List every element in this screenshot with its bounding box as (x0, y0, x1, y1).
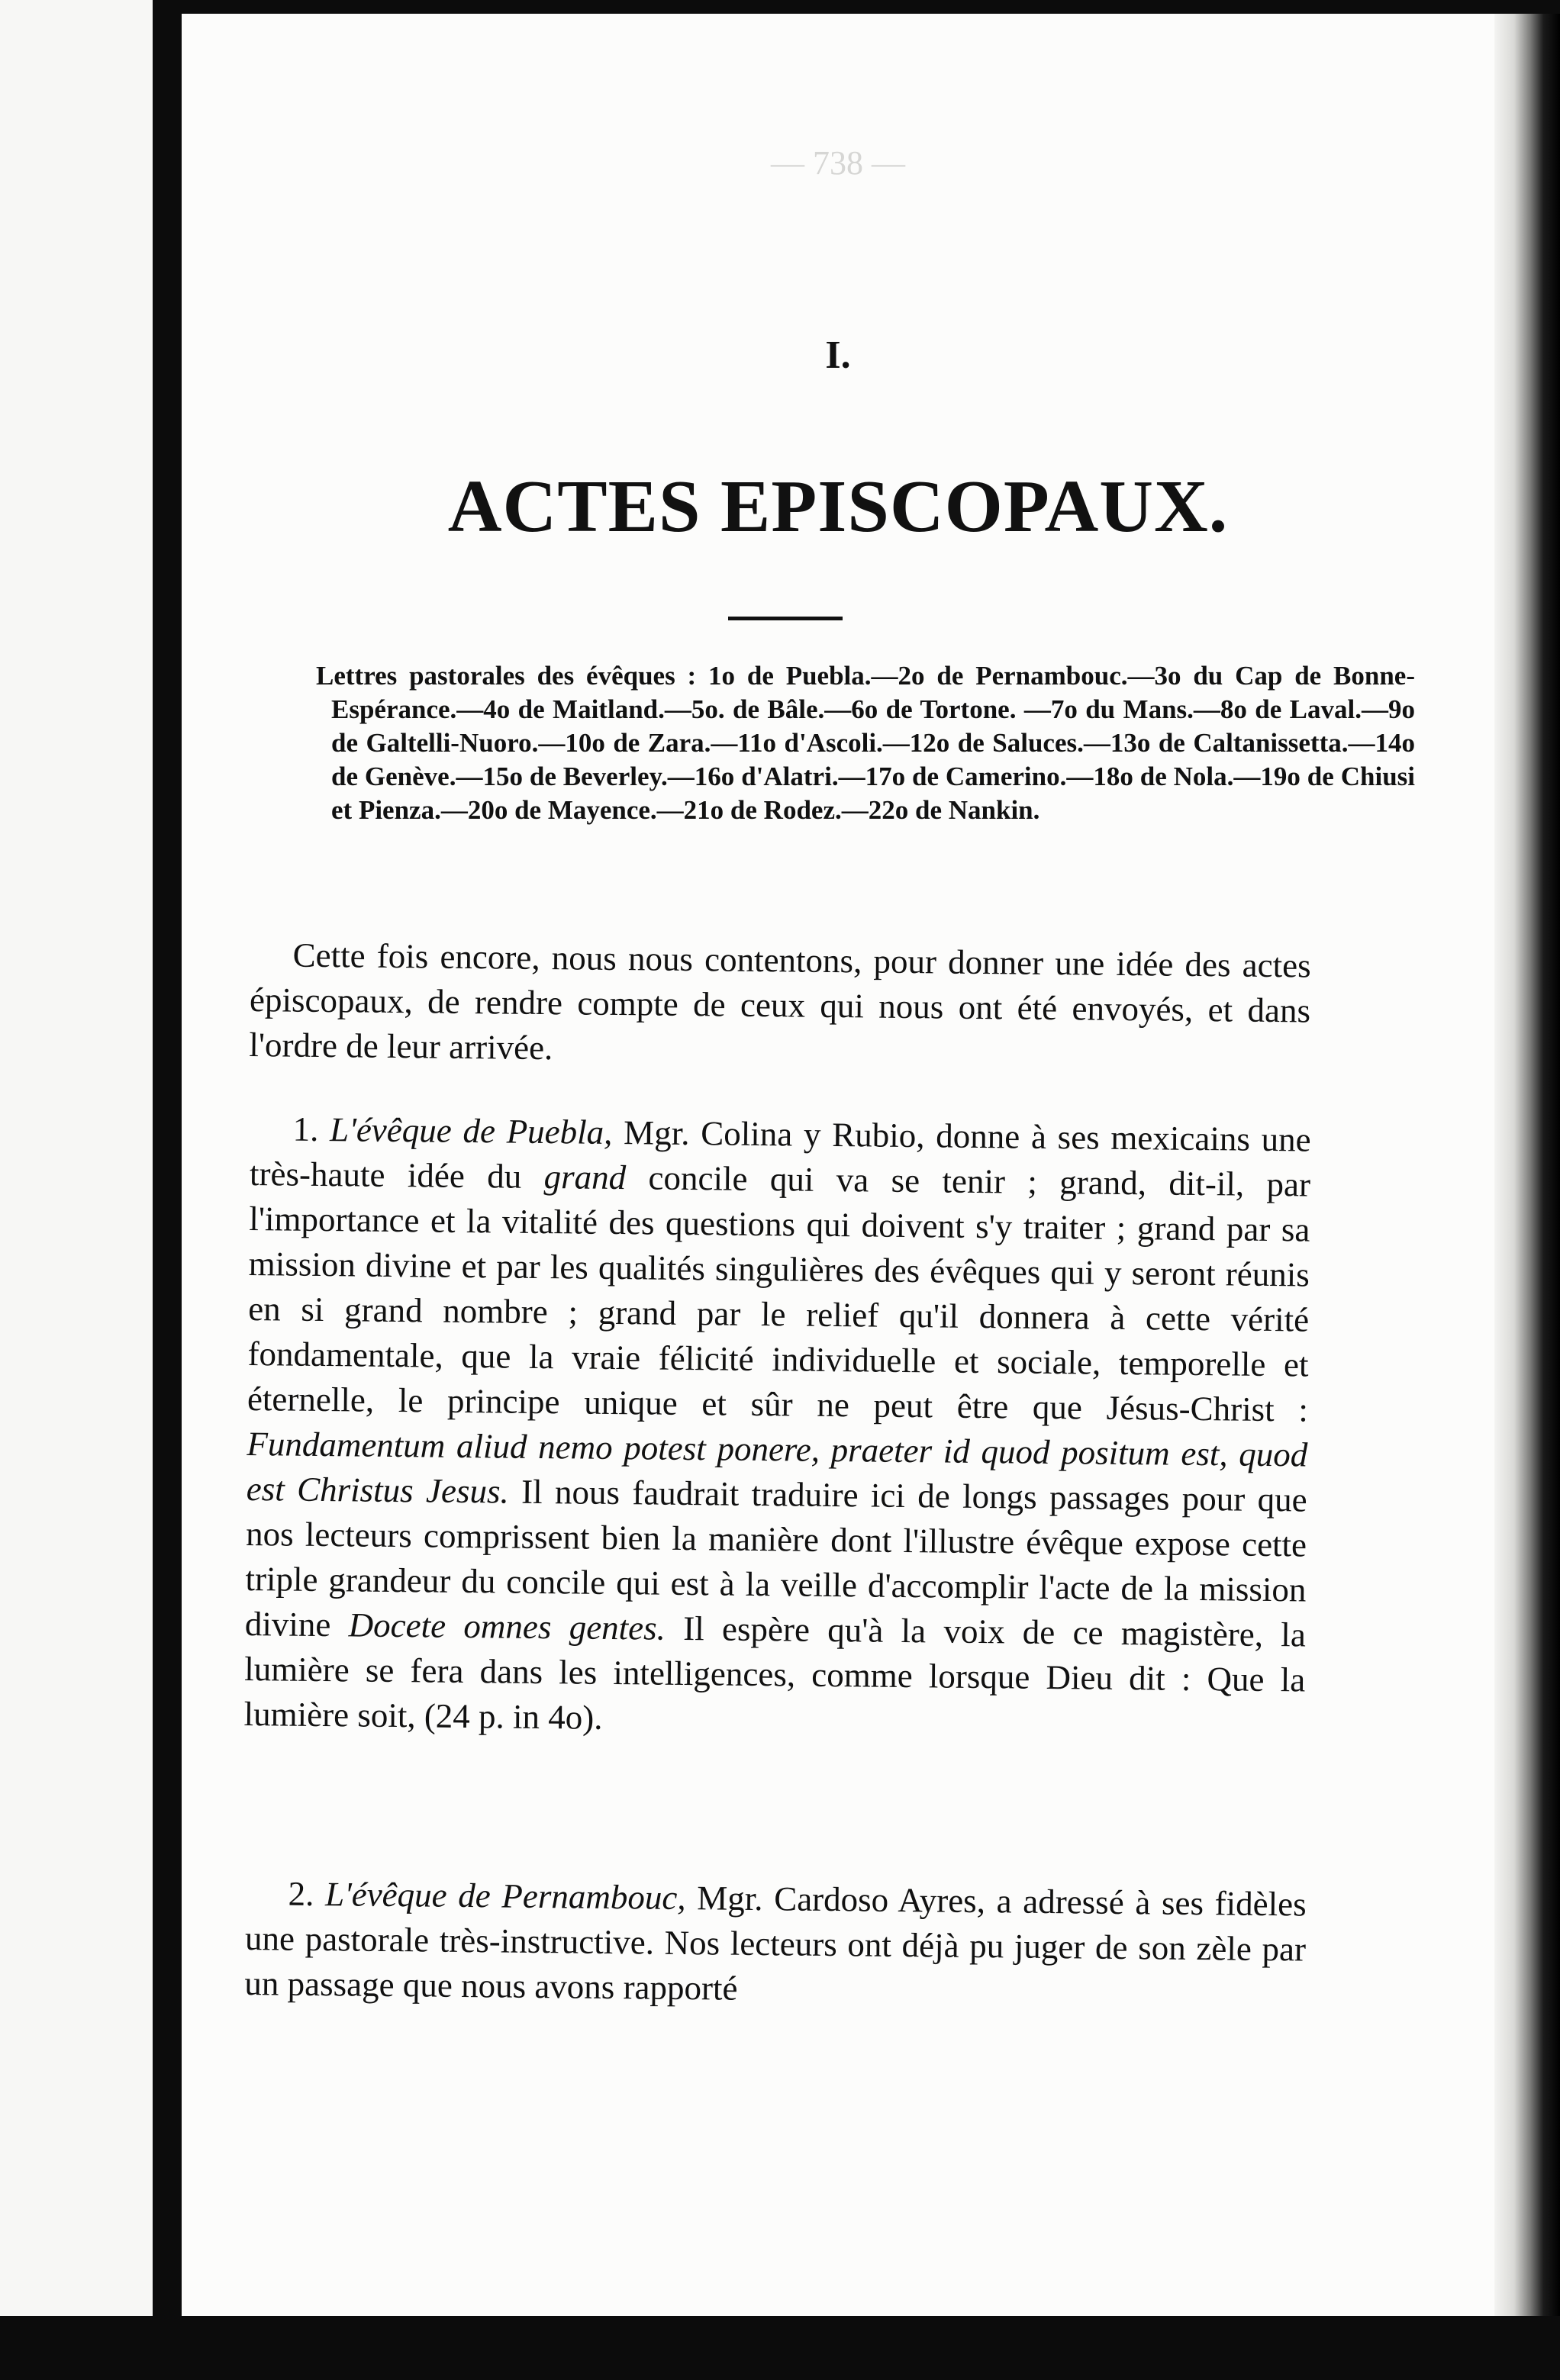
scan-top-border (177, 0, 1560, 14)
page-edge-shadow (1494, 14, 1560, 2316)
page-number: — 738 — (771, 144, 905, 182)
paragraph-text: Mgr. Cardoso Ayres, a adressé à ses fidèles une pastorale très-instructive. Nos lecteurs ont déjà pu juger de son zèle par un passage que nous avons rapporté (244, 1879, 1307, 2008)
section-numeral: I. (825, 333, 851, 377)
emphasis-grand: grand (543, 1158, 627, 1197)
paragraph-text: Mgr. Colina y Rubio, donne à ses mexicains une très-haute idée du (249, 1113, 1311, 1196)
item-number: 2. (288, 1874, 314, 1913)
bishop-name: L'évêque de Puebla, (329, 1110, 613, 1151)
latin-quotation: Docete omnes gentes. (348, 1605, 666, 1647)
item-puebla-paragraph (243, 1106, 1311, 1748)
title-divider (728, 617, 843, 620)
bishop-name: L'évêque de Pernambouc, (324, 1875, 686, 1918)
section-title: ACTES EPISCOPAUX. (447, 465, 1229, 548)
facing-page-margin (0, 0, 177, 2380)
scan-gutter-shadow (153, 0, 182, 2380)
paragraph-text: Il espère qu'à la voix de ce magistère, la lumière se fera dans les intelligences, comme lorsque Dieu dit : Que la lumière soit, (24 p. in 4o). (243, 1609, 1307, 1737)
latin-quotation: Fundamentum aliud nemo potest ponere, praeter id quod positum est, quod est Christus Jesus. (246, 1424, 1308, 1511)
paragraph-text: Il nous faudrait traduire ici de longs passages pour que nos lecteurs comprissent bien la manière dont l'illustre évêque expose cette triple grandeur du concile qui est à la veille d'accomplir l'acte de la mission divine (244, 1472, 1307, 1644)
scan-bottom-border (0, 2316, 1560, 2380)
document-page (182, 14, 1494, 2316)
paragraph-text: concile qui va se tenir ; grand, dit-il, par l'importance et la vitalité des questions qui doivent s'y traiter ; grand par sa mission divine et par les qualités singulières des évêques qui y seront réunis en si grand nombre ; grand par le relief qu'il donnera à cette vérité fondamentale, que la vraie félicité individuelle et sociale, temporelle et éternelle, le principe unique et sûr ne peut être que Jésus-Christ : (247, 1158, 1311, 1429)
intro-paragraph: Cette fois encore, nous nous contentons, pour donner une idée des actes épiscopaux, de rendre compte de ceux qui nous ont été envoyés, et dans l'ordre de leur arrivée. (249, 936, 1311, 1068)
section-summary: Lettres pastorales des évêques : 1o de Puebla.—2o de Pernambouc.—3o du Cap de Bonne-Espérance.—4o de Maitland.—5o. de Bâle.—6o de Tortone. —7o du Mans.—8o de Laval.—9o de Galtelli-Nuoro.—10o de Zara.—11o d'Ascoli.—12o de Saluces.—13o de Caltanissetta.—14o de Genève.—15o de Beverley.—16o d'Alatri.—17o de Camerino.—18o de Nola.—19o de Chiusi et Pienza.—20o de Mayence.—21o de Rodez.—22o de Nankin. (316, 661, 1415, 825)
item-number: 1. (292, 1109, 319, 1148)
item-pernambouc-paragraph (244, 1871, 1307, 2018)
